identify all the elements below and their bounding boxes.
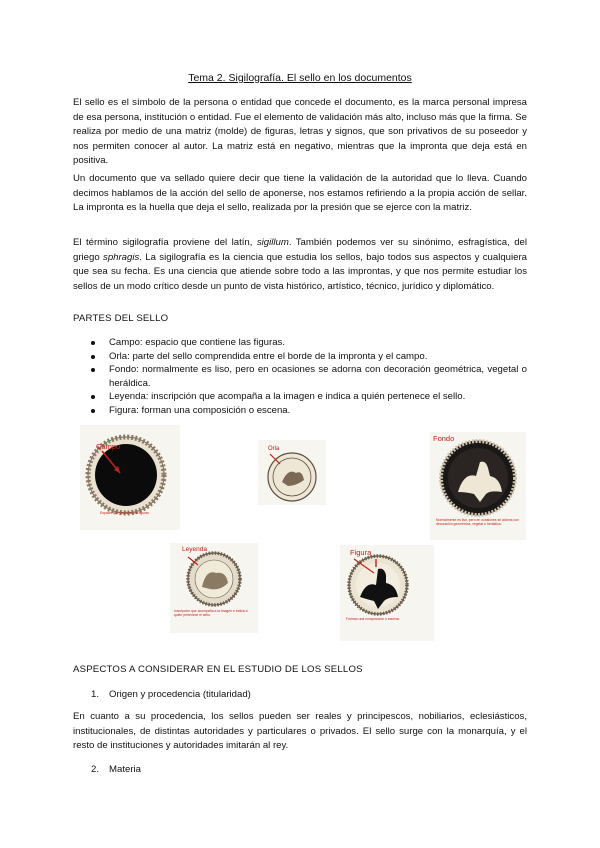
seal-figura-image bbox=[340, 545, 434, 641]
seal-label-orla: Orla bbox=[268, 446, 280, 452]
heading-aspectos: ASPECTOS A CONSIDERAR EN EL ESTUDIO DE LOS SELLOS bbox=[73, 664, 363, 675]
bullet-icon bbox=[91, 409, 95, 413]
seal-caption-fondo: Normalmente es liso, pero en ocasiones se adorna con decoración geométrica, vegetal o heráldica. bbox=[436, 518, 519, 527]
item-number: 1. bbox=[91, 689, 100, 700]
seal-caption-campo: Espacio que contiene las figuras. bbox=[100, 511, 150, 515]
seal-caption-figura: Forman una composición o escena. bbox=[346, 617, 400, 621]
bullet-icon bbox=[91, 395, 95, 399]
seal-figure-orla bbox=[258, 440, 326, 505]
item-text: Materia bbox=[109, 764, 141, 775]
seal-figure-fondo bbox=[430, 432, 526, 540]
list-item: Fondo: normalmente es liso, pero en ocasiones se adorna con decoración geométrica, vegetal o heráldica. bbox=[73, 363, 527, 390]
list-item: Figura: forman una composición o escena. bbox=[73, 404, 527, 418]
seal-figure-figura bbox=[340, 545, 434, 641]
list-item: Leyenda: inscripción que acompaña a la imagen e indica a quién pertenece el sello. bbox=[73, 390, 527, 404]
page-title: Tema 2. Sigilografía. El sello en los documentos bbox=[188, 72, 412, 84]
bullet-icon bbox=[91, 368, 95, 372]
paragraph-documento-sellado: Un documento que va sellado quiere decir que tiene la validación de la autoridad que lo lleva. Cuando decimos hablamos de la acción del sello de aponerse, nos estamos refiriendo a la propia acción de sellar. La impronta es la huella que deja el sello, realizada por la presión que se ejerce con la matriz. bbox=[73, 173, 527, 213]
seal-caption-leyenda: Inscripción que acompaña a la imagen e indica a quién pertenece el sello. bbox=[174, 609, 248, 618]
seal-label-figura: Figura bbox=[350, 548, 372, 557]
numbered-item-materia bbox=[91, 764, 141, 775]
item-number: 2. bbox=[91, 764, 100, 775]
list-item: Campo: espacio que contiene las figuras. bbox=[73, 336, 527, 350]
seal-label-leyenda: Leyenda bbox=[182, 546, 207, 553]
seal-figure-leyenda bbox=[170, 543, 258, 633]
bullet-icon bbox=[91, 355, 95, 359]
seal-label-campo: Campo bbox=[96, 442, 121, 451]
item-text: Origen y procedencia (titularidad) bbox=[109, 689, 251, 700]
list-item: Orla: parte del sello comprendida entre el borde de la impronta y el campo. bbox=[73, 350, 527, 364]
partes-list bbox=[73, 336, 527, 417]
seal-figure-campo bbox=[80, 425, 180, 530]
seal-label-fondo: Fondo bbox=[433, 434, 455, 443]
numbered-item-origen bbox=[91, 689, 251, 700]
bullet-icon bbox=[91, 341, 95, 345]
seal-leyenda-image bbox=[170, 543, 258, 633]
paragraph-sello-definicion: El sello es el símbolo de la persona o entidad que concede el documento, es la marca personal impresa de esa persona, institución o entidad. Fue el elemento de validación más alto, incluso más que la firma. Se realiza por medio de una matriz (molde) de figuras, letras y signos, que son privativos de su poseedor y nos permiten conocer al autor. La matriz está en negativo, mientras que la impronta que deja está en positiva. bbox=[73, 97, 527, 166]
paragraph-sigilografia: El término sigilografía proviene del latín, sigillum. También podemos ver su sinónimo, esfragística, del griego sphragis. La sigilografía es la ciencia que estudia los sellos, bajo todos sus aspectos y cualquiera que sea su fecha. Es una ciencia que atiende sobre todo a las improntas, y que nos permite estudiar los sellos de un modo crítico desde un punto de vista histórico, artístico, técnico, jurídico y diplomático. bbox=[73, 237, 528, 292]
heading-partes-del-sello: PARTES DEL SELLO bbox=[73, 313, 169, 324]
paragraph-procedencia: En cuanto a su procedencia, los sellos pueden ser reales y principescos, nobiliarios, eclesiásticos, institucionales, de distintas autoridades y particulares o privados. El sello surge con la monarquía, y el resto de instituciones y autoridades imitarán al rey. bbox=[73, 711, 527, 751]
